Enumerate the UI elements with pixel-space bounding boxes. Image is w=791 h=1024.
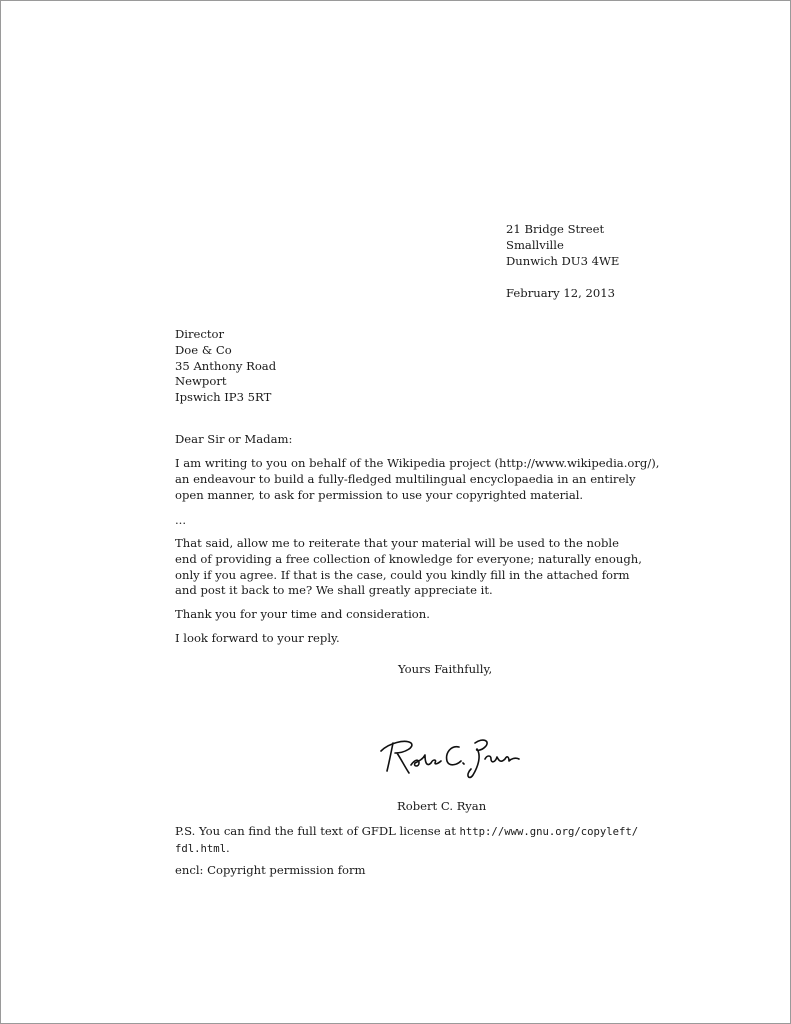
- signer-name-text: Robert C. Ryan: [397, 799, 487, 813]
- sender-street: 21 Bridge Street: [506, 222, 605, 236]
- enclosure-note: [175, 863, 366, 879]
- body-paragraph-1: [175, 456, 660, 503]
- paragraph-line: end of providing a free collection of knowledge for everyone; naturally enough,: [175, 551, 642, 566]
- signature-icon: [375, 729, 521, 783]
- recipient-company: Doe & Co: [175, 342, 232, 357]
- closing: [398, 662, 492, 678]
- date-text: February 12, 2013: [506, 286, 616, 300]
- postscript-end: .: [226, 840, 230, 855]
- paragraph-line: only if you agree. If that is the case, could you kindly fill in the attached form: [175, 567, 630, 582]
- handwritten-signature: [375, 729, 521, 788]
- postscript: [175, 824, 638, 858]
- sender-city-postcode: Dunwich DU3 4WE: [506, 253, 620, 268]
- recipient-address: [175, 327, 276, 406]
- paragraph-line: an endeavour to build a fully-fledged multilingual encyclopaedia in an entirely: [175, 471, 636, 486]
- omission-ellipsis: [175, 513, 186, 529]
- closing-text: Yours Faithfully,: [398, 662, 493, 676]
- recipient-city-postcode: Ipswich IP3 5RT: [175, 390, 272, 405]
- paragraph-line: open manner, to ask for permission to use your copyrighted material.: [175, 487, 584, 502]
- paragraph-line: Thank you for your time and consideration.: [175, 607, 430, 621]
- recipient-title: Director: [175, 327, 225, 341]
- sender-address: [506, 222, 619, 269]
- postscript-text: P.S. You can find the full text of GFDL license at: [175, 824, 460, 838]
- postscript-line-2: [175, 841, 638, 858]
- recipient-street: 35 Anthony Road: [175, 358, 277, 373]
- paragraph-line: I am writing to you on behalf of the Wikipedia project (http://www.wikipedia.org/),: [175, 456, 660, 470]
- salutation-text: Dear Sir or Madam:: [175, 432, 293, 446]
- postscript-line-1: [175, 824, 638, 841]
- enclosure-text: encl: Copyright permission form: [175, 863, 366, 877]
- body-paragraph-3: [175, 607, 619, 623]
- paragraph-line: I look forward to your reply.: [175, 631, 340, 645]
- gfdl-link[interactable]: http://www.gnu.org/copyleft/: [459, 826, 639, 838]
- paragraph-line: That said, allow me to reiterate that your material will be used to the noble: [175, 536, 619, 550]
- signer-name: [397, 799, 486, 815]
- body-paragraph-2: [175, 536, 642, 599]
- letter-date: [506, 286, 615, 302]
- ellipsis-text: ...: [175, 513, 187, 527]
- sender-town: Smallville: [506, 237, 564, 252]
- paragraph-line: and post it back to me? We shall greatly appreciate it.: [175, 583, 493, 598]
- body-paragraph-4: [175, 631, 619, 647]
- salutation: [175, 432, 292, 448]
- recipient-town: Newport: [175, 374, 227, 389]
- gfdl-link-continued[interactable]: fdl.html: [175, 842, 227, 855]
